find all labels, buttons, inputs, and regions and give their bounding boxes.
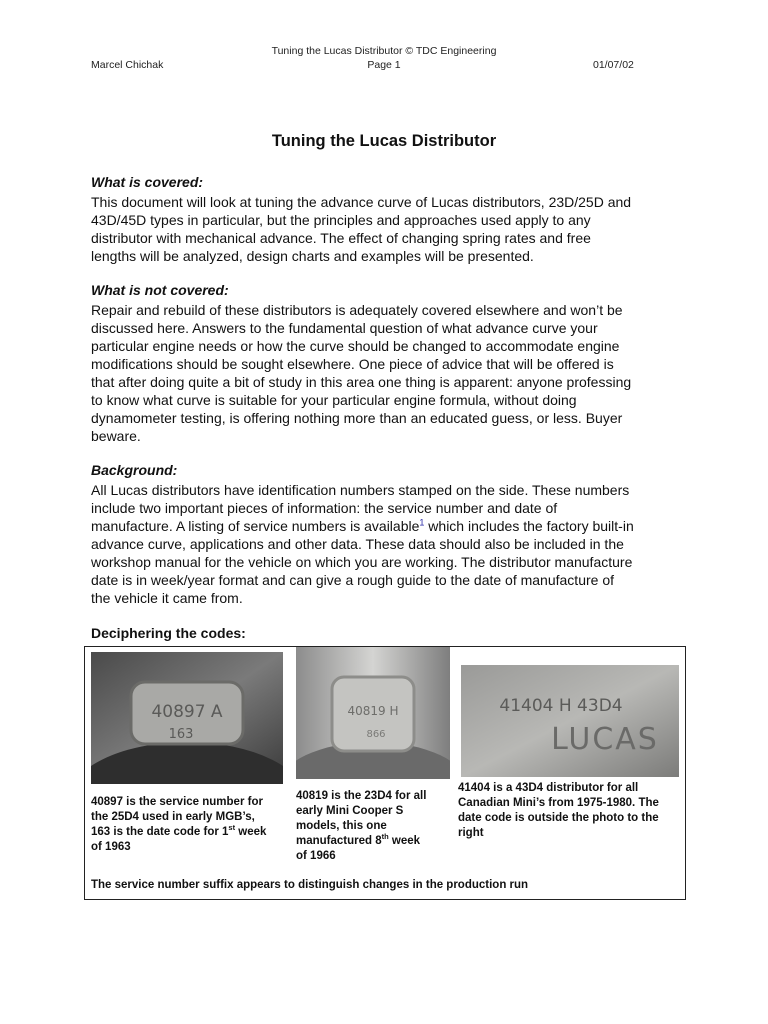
caption-photo-3 bbox=[458, 781, 684, 841]
header-author: Marcel Chichak bbox=[91, 59, 164, 71]
stamp-text: 41404 H 43D4 bbox=[499, 696, 623, 716]
text-span: 163 is the date code for 1 bbox=[91, 826, 229, 838]
section-background bbox=[91, 462, 681, 607]
section-heading: What is covered: bbox=[91, 174, 204, 190]
paragraph-line: particular engine needs or how the curve should be changed to accommodate engine bbox=[91, 338, 620, 354]
section-not-covered bbox=[91, 282, 681, 445]
caption-photo-1 bbox=[91, 795, 291, 855]
caption-line: of 1963 bbox=[91, 841, 131, 853]
section-covered bbox=[91, 174, 681, 265]
paragraph-line: workshop manual for the vehicle on which you are working. The distributor manufacture bbox=[91, 554, 633, 570]
header-page: Page 1 bbox=[367, 59, 401, 71]
paragraph-line: All Lucas distributors have identification numbers stamped on the side. These numbers bbox=[91, 482, 630, 498]
caption-line: 41404 is a 43D4 distributor for all bbox=[458, 782, 639, 794]
stamp-text: 40819 H bbox=[347, 704, 399, 718]
caption-line: 40819 is the 23D4 for all bbox=[296, 790, 427, 802]
stamp-text: 866 bbox=[366, 729, 386, 740]
text-span: manufacture. A listing of service numbers is available bbox=[91, 518, 420, 534]
section-heading: Background: bbox=[91, 462, 178, 478]
caption-line: right bbox=[458, 827, 484, 839]
caption-line: models, this one bbox=[296, 820, 387, 832]
stamp-text: 163 bbox=[168, 727, 194, 742]
paragraph-line: distributor with mechanical advance. The effect of changing spring rates and free bbox=[91, 230, 591, 246]
footnote-link[interactable]: 1 bbox=[419, 517, 425, 528]
text-span: manufactured 8 bbox=[296, 835, 382, 847]
caption-line: date code is outside the photo to the bbox=[458, 812, 659, 824]
paragraph-line: 43D/45D types in particular, but the principles and approaches used apply to any bbox=[91, 212, 591, 228]
paragraph-line: This document will look at tuning the advance curve of Lucas distributors, 23D/25D and bbox=[91, 194, 632, 210]
paragraph-line: advance curve, applications and other data. These data should also be included in the bbox=[91, 536, 624, 552]
header-date: 01/07/02 bbox=[593, 59, 634, 71]
superscript: st bbox=[228, 823, 236, 833]
paragraph-line bbox=[91, 517, 681, 535]
distributor-photo-2 bbox=[296, 647, 450, 779]
paragraph-line: to know what curve is suitable for your particular engine formula, without doing bbox=[91, 392, 577, 408]
header-doc-title: Tuning the Lucas Distributor © TDC Engineering bbox=[271, 45, 497, 57]
section-heading: What is not covered: bbox=[91, 282, 229, 298]
section-heading: Deciphering the codes: bbox=[91, 625, 246, 641]
caption-line: Canadian Mini’s from 1975-1980. The bbox=[458, 797, 659, 809]
caption-photo-2 bbox=[296, 789, 456, 864]
paragraph-line: that after doing quite a bit of study in this area one thing is apparent: anyone professing bbox=[91, 374, 632, 390]
superscript: th bbox=[381, 832, 389, 842]
paragraph-line: modifications should be sought elsewhere. One piece of advice that will be offered is bbox=[91, 356, 614, 372]
distributor-photo-1 bbox=[91, 652, 283, 784]
text-span: week bbox=[235, 826, 267, 838]
caption-line: 40897 is the service number for bbox=[91, 796, 263, 808]
stamp-text: 40897 A bbox=[151, 702, 223, 722]
paragraph-line: lengths will be analyzed, design charts and examples will be presented. bbox=[91, 248, 534, 264]
codes-footer-note: The service number suffix appears to distinguish changes in the production run bbox=[91, 879, 529, 891]
paragraph-line: include two important pieces of information: the service number and date of bbox=[91, 500, 558, 516]
section-codes bbox=[91, 625, 681, 641]
caption-line bbox=[296, 834, 456, 849]
caption-line bbox=[91, 825, 291, 840]
caption-line: early Mini Cooper S bbox=[296, 805, 404, 817]
paragraph-line: discussed here. Answers to the fundamental question of what advance curve your bbox=[91, 320, 598, 336]
paragraph-line: dynamometer testing, is offering nothing more than an educated guess, or less. Buyer bbox=[91, 410, 623, 426]
document-title: Tuning the Lucas Distributor bbox=[271, 132, 497, 150]
paragraph-line: date is in week/year format and can give a rough guide to the date of manufacture of bbox=[91, 572, 614, 588]
paragraph-line: the vehicle it came from. bbox=[91, 590, 243, 606]
caption-line: of 1966 bbox=[296, 850, 336, 862]
text-span: week bbox=[388, 835, 421, 847]
text-span: which includes the factory built-in bbox=[424, 518, 634, 534]
distributor-photo-3 bbox=[461, 665, 679, 777]
caption-line: the 25D4 used in early MGB’s, bbox=[91, 811, 255, 823]
stamp-text: LUCAS bbox=[551, 722, 659, 757]
paragraph-line: Repair and rebuild of these distributors is adequately covered elsewhere and won’t be bbox=[91, 302, 623, 318]
paragraph-line: beware. bbox=[91, 428, 141, 444]
codes-figure-box bbox=[84, 646, 686, 900]
